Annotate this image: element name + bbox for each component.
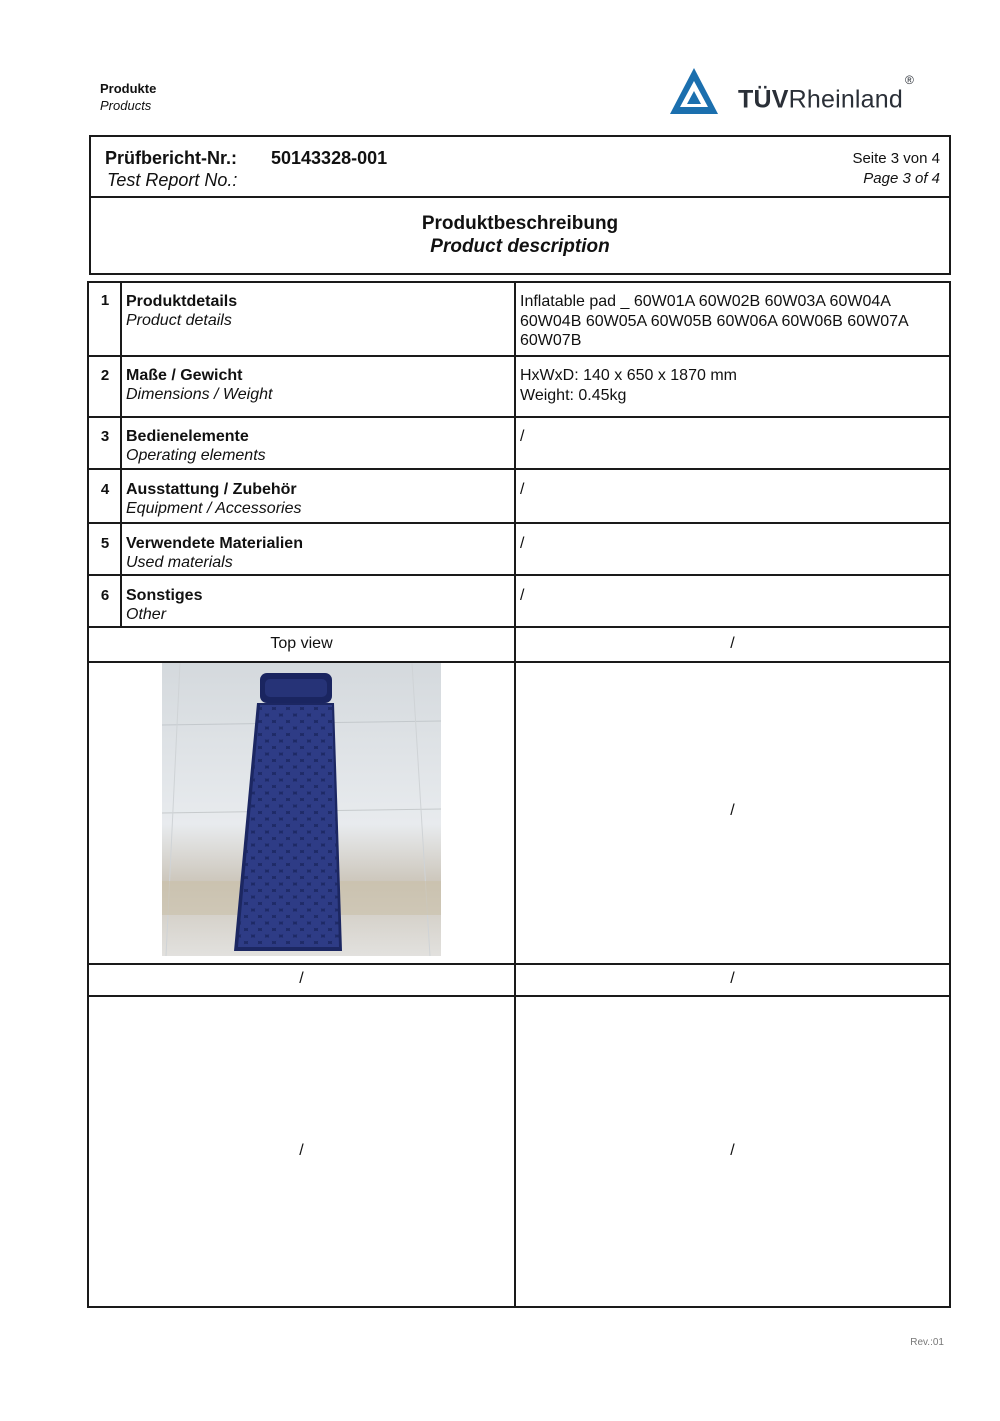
row-value: / — [520, 481, 525, 498]
row-value: HxWxD: 140 x 650 x 1870 mm Weight: 0.45kg — [520, 367, 737, 404]
row-divider — [87, 355, 951, 357]
row-label-en: Equipment / Accessories — [126, 500, 302, 517]
report-header-divider — [89, 196, 951, 198]
row-label-en: Used materials — [126, 554, 233, 571]
photo-placeholder: / — [299, 1142, 304, 1159]
row-label-de: Maße / Gewicht — [126, 367, 243, 384]
row-divider — [87, 995, 951, 997]
photo-caption-empty: / — [730, 970, 735, 987]
table-border — [949, 281, 951, 1308]
row-number: 3 — [100, 428, 110, 445]
product-photo — [162, 663, 441, 956]
report-number: 50143328-001 — [271, 148, 388, 168]
category-en: Products — [100, 98, 152, 113]
report-number-label-de: Prüfbericht-Nr.: — [105, 148, 238, 168]
row-divider — [87, 522, 951, 524]
document-category — [100, 80, 156, 114]
brand-name: TÜVRheinland® — [738, 73, 915, 114]
row-label-de: Ausstattung / Zubehör — [126, 481, 297, 498]
row-label-en: Operating elements — [126, 447, 266, 464]
photo-caption-empty: / — [730, 635, 735, 652]
page-indicator-en: Page 3 of 4 — [863, 170, 940, 187]
row-number: 5 — [100, 535, 110, 552]
row-divider — [87, 963, 951, 965]
table-border — [87, 281, 951, 283]
row-number: 2 — [100, 367, 110, 384]
row-number: 6 — [100, 587, 110, 604]
photo-placeholder: / — [730, 802, 735, 819]
category-de: Produkte — [100, 81, 157, 96]
section-title-de: Produktbeschreibung — [421, 213, 619, 234]
row-divider — [87, 416, 951, 418]
row-divider — [87, 626, 951, 628]
table-border — [87, 1306, 951, 1308]
col-divider — [120, 281, 122, 628]
photo-caption-top-view: Top view — [270, 635, 333, 652]
row-value: / — [520, 428, 525, 445]
row-label-de: Produktdetails — [126, 293, 238, 310]
row-value: / — [520, 535, 525, 552]
row-divider — [87, 468, 951, 470]
row-label-en: Other — [126, 606, 167, 623]
row-label-de: Verwendete Materialien — [126, 535, 303, 552]
row-label-en: Product details — [126, 312, 232, 329]
row-label-en: Dimensions / Weight — [126, 386, 273, 403]
page-indicator-de: Seite 3 von 4 — [852, 150, 940, 167]
row-number: 1 — [100, 292, 110, 309]
row-label-de: Bedienelemente — [126, 428, 249, 445]
row-label-de: Sonstiges — [126, 587, 203, 604]
photo-caption-empty: / — [299, 970, 304, 987]
revision-label: Rev.:01 — [910, 1337, 944, 1348]
row-value: Inflatable pad _ 60W01A 60W02B 60W03A 60W04A 60W04B 60W05A 60W05B 60W06A 60W06B 60W07A 60W07B — [520, 293, 909, 349]
section-title-en: Product description — [430, 236, 610, 257]
photo-placeholder: / — [730, 1142, 735, 1159]
row-divider — [87, 574, 951, 576]
row-number: 4 — [100, 481, 110, 498]
row-value: / — [520, 587, 525, 604]
report-number-label-en: Test Report No.: — [107, 170, 238, 190]
